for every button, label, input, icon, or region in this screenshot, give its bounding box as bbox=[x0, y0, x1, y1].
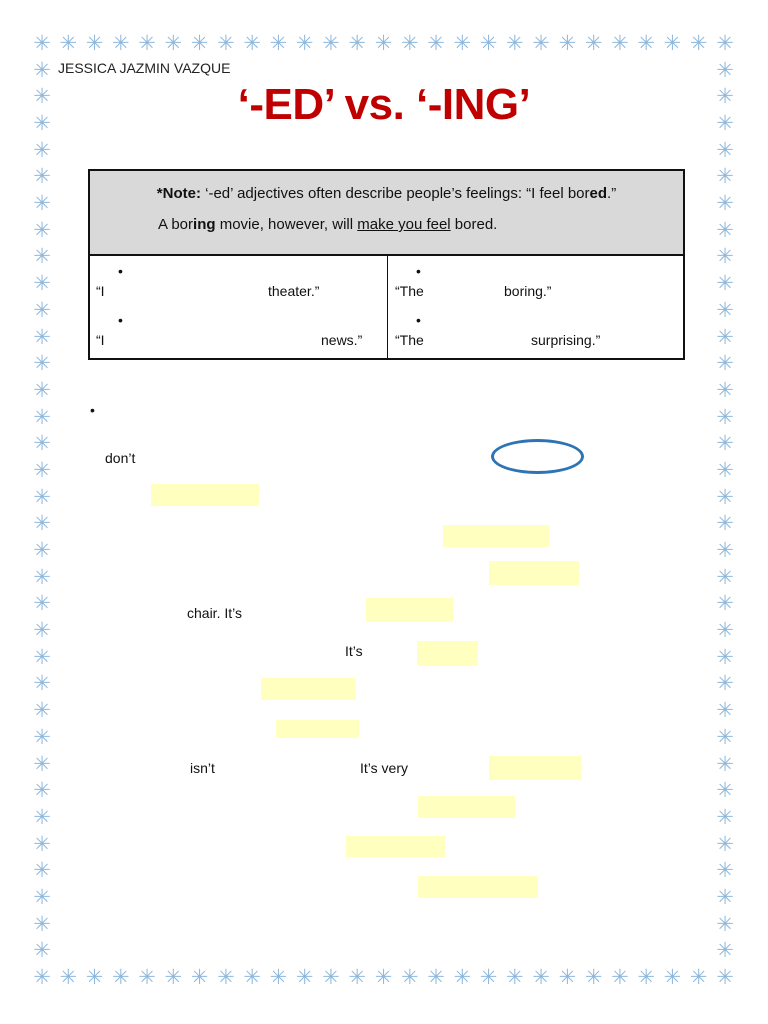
snowflake-icon: ✳ bbox=[716, 85, 734, 109]
snowflake-icon: ✳ bbox=[584, 32, 603, 55]
circled-answer bbox=[491, 439, 584, 474]
snowflake-icon: ✳ bbox=[33, 939, 51, 963]
snowflake-icon: ✳ bbox=[716, 165, 734, 189]
snowflake-icon: ✳ bbox=[33, 485, 51, 509]
snowflake-icon: ✳ bbox=[637, 966, 655, 989]
snowflake-icon: ✳ bbox=[716, 32, 734, 55]
snowflake-icon: ✳ bbox=[33, 752, 51, 776]
snowflake-icon: ✳ bbox=[716, 725, 734, 749]
snowflake-icon: ✳ bbox=[716, 378, 734, 402]
snowflake-icon: ✳ bbox=[322, 966, 340, 989]
snowflake-icon: ✳ bbox=[716, 272, 734, 296]
snowflake-icon: ✳ bbox=[33, 565, 51, 589]
snowflake-icon: ✳ bbox=[33, 85, 51, 109]
snowflake-icon: ✳ bbox=[33, 405, 51, 429]
snowflake-icon: ✳ bbox=[716, 485, 734, 509]
snowflake-icon: ✳ bbox=[400, 32, 419, 55]
snowflake-icon: ✳ bbox=[33, 32, 51, 55]
answer-blank[interactable] bbox=[276, 720, 359, 738]
snowflake-icon: ✳ bbox=[716, 432, 734, 456]
snowflake-icon: ✳ bbox=[269, 966, 288, 989]
snowflake-icon: ✳ bbox=[217, 32, 235, 55]
snowflake-icon: ✳ bbox=[33, 192, 51, 216]
snowflake-icon: ✳ bbox=[663, 966, 682, 989]
snowflake-icon: ✳ bbox=[716, 912, 734, 936]
answer-blank[interactable] bbox=[346, 836, 445, 857]
snowflake-icon: ✳ bbox=[716, 298, 734, 322]
snowflake-icon: ✳ bbox=[138, 966, 156, 989]
snowflake-icon: ✳ bbox=[716, 192, 734, 216]
snowflake-icon: ✳ bbox=[33, 885, 51, 909]
snowflake-icon: ✳ bbox=[716, 779, 734, 803]
snowflake-icon: ✳ bbox=[637, 32, 655, 55]
snowflake-icon: ✳ bbox=[59, 966, 78, 989]
snowflake-icon: ✳ bbox=[716, 699, 734, 723]
snowflake-icon: ✳ bbox=[138, 32, 156, 55]
snowflake-icon: ✳ bbox=[85, 966, 104, 989]
snowflake-icon: ✳ bbox=[295, 966, 314, 989]
answer-blank[interactable] bbox=[151, 484, 259, 506]
fragment-isnt: isn’t bbox=[190, 760, 215, 776]
note-line-1-text: ‘-ed’ adjectives often describe people’s feelings: “I feel bor bbox=[205, 185, 590, 202]
bullet-icon: • bbox=[416, 263, 421, 279]
snowflake-icon: ✳ bbox=[111, 32, 130, 55]
snowflake-icon: ✳ bbox=[427, 966, 445, 989]
snowflake-icon: ✳ bbox=[689, 966, 708, 989]
snowflake-icon: ✳ bbox=[33, 832, 51, 856]
note-label: *Note: bbox=[156, 185, 201, 202]
snowflake-icon: ✳ bbox=[716, 672, 734, 696]
snowflake-icon: ✳ bbox=[453, 32, 472, 55]
answer-blank[interactable] bbox=[417, 641, 478, 666]
fragment-chair: chair. It’s bbox=[187, 605, 242, 621]
snowflake-icon: ✳ bbox=[716, 138, 734, 162]
snowflake-icon: ✳ bbox=[164, 966, 183, 989]
snowflake-icon: ✳ bbox=[269, 32, 288, 55]
snowflake-icon: ✳ bbox=[663, 32, 682, 55]
note-header-cell bbox=[90, 171, 683, 256]
snowflake-icon: ✳ bbox=[33, 138, 51, 162]
snowflake-icon: ✳ bbox=[33, 432, 51, 456]
snowflake-icon: ✳ bbox=[33, 645, 51, 669]
snowflake-icon: ✳ bbox=[348, 966, 367, 989]
snowflake-icon: ✳ bbox=[33, 165, 51, 189]
note-line-2 bbox=[158, 216, 497, 233]
snowflake-icon: ✳ bbox=[716, 805, 734, 829]
snowflake-icon: ✳ bbox=[33, 699, 51, 723]
right-example-1-close: boring.” bbox=[504, 283, 552, 299]
snowflake-icon: ✳ bbox=[479, 32, 498, 55]
fragment-its-very: It’s very bbox=[360, 760, 408, 776]
snowflake-icon: ✳ bbox=[716, 592, 734, 616]
answer-blank[interactable] bbox=[366, 598, 453, 622]
snowflake-icon: ✳ bbox=[716, 405, 734, 429]
answer-blank[interactable] bbox=[418, 876, 538, 898]
answer-blank[interactable] bbox=[418, 796, 515, 818]
note-line-2-underlined: make you feel bbox=[357, 216, 451, 233]
snowflake-icon: ✳ bbox=[164, 32, 183, 55]
note-line-1-bold: ed bbox=[589, 185, 608, 202]
answer-blank[interactable] bbox=[489, 561, 579, 585]
snowflake-icon: ✳ bbox=[716, 112, 734, 136]
snowflake-icon: ✳ bbox=[716, 352, 734, 376]
snowflake-icon: ✳ bbox=[584, 966, 603, 989]
snowflake-icon: ✳ bbox=[33, 272, 51, 296]
snowflake-icon: ✳ bbox=[716, 245, 734, 269]
snowflake-icon: ✳ bbox=[716, 859, 734, 883]
snowflake-icon: ✳ bbox=[59, 32, 78, 55]
answer-blank[interactable] bbox=[489, 756, 581, 780]
snowflake-icon: ✳ bbox=[33, 245, 51, 269]
snowflake-icon: ✳ bbox=[400, 966, 419, 989]
snowflake-icon: ✳ bbox=[33, 58, 51, 82]
snowflake-icon: ✳ bbox=[479, 966, 498, 989]
snowflake-icon: ✳ bbox=[716, 539, 734, 563]
fragment-dont: don’t bbox=[105, 450, 136, 466]
snowflake-icon: ✳ bbox=[716, 458, 734, 482]
snowflake-icon: ✳ bbox=[33, 619, 51, 643]
snowflake-icon: ✳ bbox=[689, 32, 708, 55]
note-line-2-c: bored. bbox=[450, 216, 498, 233]
snowflake-icon: ✳ bbox=[33, 112, 51, 136]
snowflake-icon: ✳ bbox=[33, 298, 51, 322]
snowflake-icon: ✳ bbox=[716, 939, 734, 963]
note-line-1-end: .” bbox=[607, 185, 617, 202]
snowflake-icon: ✳ bbox=[33, 539, 51, 563]
page-title: ‘-ED’ vs. ‘-ING’ bbox=[237, 80, 531, 129]
snowflake-icon: ✳ bbox=[33, 966, 51, 989]
snowflake-icon: ✳ bbox=[33, 779, 51, 803]
column-divider bbox=[387, 256, 388, 360]
note-line-2-b: movie, however, will bbox=[215, 216, 358, 233]
snowflake-icon: ✳ bbox=[217, 966, 235, 989]
left-example-2-open: “I bbox=[96, 332, 105, 348]
snowflake-icon: ✳ bbox=[716, 58, 734, 82]
snowflake-icon: ✳ bbox=[716, 752, 734, 776]
snowflake-icon: ✳ bbox=[295, 32, 314, 55]
snowflake-icon: ✳ bbox=[716, 885, 734, 909]
snowflake-icon: ✳ bbox=[190, 32, 209, 55]
answer-blank[interactable] bbox=[443, 525, 549, 547]
snowflake-icon: ✳ bbox=[558, 966, 577, 989]
snowflake-icon: ✳ bbox=[33, 912, 51, 936]
bullet-icon: • bbox=[118, 263, 123, 279]
note-line-1 bbox=[90, 185, 683, 202]
bullet-icon: • bbox=[90, 402, 95, 418]
snowflake-icon: ✳ bbox=[532, 966, 550, 989]
snowflake-icon: ✳ bbox=[716, 325, 734, 349]
note-table bbox=[88, 169, 685, 360]
snowflake-icon: ✳ bbox=[33, 378, 51, 402]
snowflake-icon: ✳ bbox=[716, 966, 734, 989]
snowflake-icon: ✳ bbox=[374, 966, 393, 989]
snowflake-icon: ✳ bbox=[33, 859, 51, 883]
snowflake-icon: ✳ bbox=[716, 645, 734, 669]
author-name: JESSICA JAZMIN VAZQUE bbox=[58, 60, 231, 76]
snowflake-icon: ✳ bbox=[374, 32, 393, 55]
snowflake-icon: ✳ bbox=[716, 565, 734, 589]
snowflake-icon: ✳ bbox=[427, 32, 445, 55]
left-example-2-close: news.” bbox=[321, 332, 363, 348]
note-line-2-a: A bor bbox=[158, 216, 194, 233]
bullet-icon: • bbox=[416, 312, 421, 328]
snowflake-icon: ✳ bbox=[506, 966, 524, 989]
right-example-1-open: “The bbox=[395, 283, 424, 299]
fragment-its: It’s bbox=[345, 643, 363, 659]
snowflake-icon: ✳ bbox=[33, 352, 51, 376]
left-example-1-open: “I bbox=[96, 283, 105, 299]
snowflake-icon: ✳ bbox=[558, 32, 577, 55]
snowflake-icon: ✳ bbox=[33, 672, 51, 696]
left-example-1-close: theater.” bbox=[268, 283, 320, 299]
snowflake-icon: ✳ bbox=[33, 805, 51, 829]
snowflake-icon: ✳ bbox=[506, 32, 524, 55]
snowflake-icon: ✳ bbox=[611, 966, 629, 989]
snowflake-icon: ✳ bbox=[190, 966, 209, 989]
snowflake-icon: ✳ bbox=[33, 458, 51, 482]
snowflake-icon: ✳ bbox=[85, 32, 104, 55]
snowflake-icon: ✳ bbox=[243, 32, 261, 55]
snowflake-icon: ✳ bbox=[716, 218, 734, 242]
snowflake-icon: ✳ bbox=[33, 325, 51, 349]
snowflake-icon: ✳ bbox=[322, 32, 340, 55]
snowflake-icon: ✳ bbox=[611, 32, 629, 55]
snowflake-icon: ✳ bbox=[33, 512, 51, 536]
snowflake-icon: ✳ bbox=[243, 966, 261, 989]
answer-blank[interactable] bbox=[261, 678, 356, 700]
snowflake-icon: ✳ bbox=[716, 512, 734, 536]
bullet-icon: • bbox=[118, 312, 123, 328]
right-example-2-open: “The bbox=[395, 332, 424, 348]
note-line-2-bold: ing bbox=[193, 216, 216, 233]
snowflake-icon: ✳ bbox=[33, 218, 51, 242]
snowflake-icon: ✳ bbox=[716, 619, 734, 643]
right-example-2-close: surprising.” bbox=[531, 332, 601, 348]
snowflake-icon: ✳ bbox=[33, 725, 51, 749]
snowflake-icon: ✳ bbox=[111, 966, 130, 989]
snowflake-icon: ✳ bbox=[33, 592, 51, 616]
snowflake-icon: ✳ bbox=[716, 832, 734, 856]
snowflake-icon: ✳ bbox=[453, 966, 472, 989]
snowflake-icon: ✳ bbox=[532, 32, 550, 55]
snowflake-icon: ✳ bbox=[348, 32, 367, 55]
